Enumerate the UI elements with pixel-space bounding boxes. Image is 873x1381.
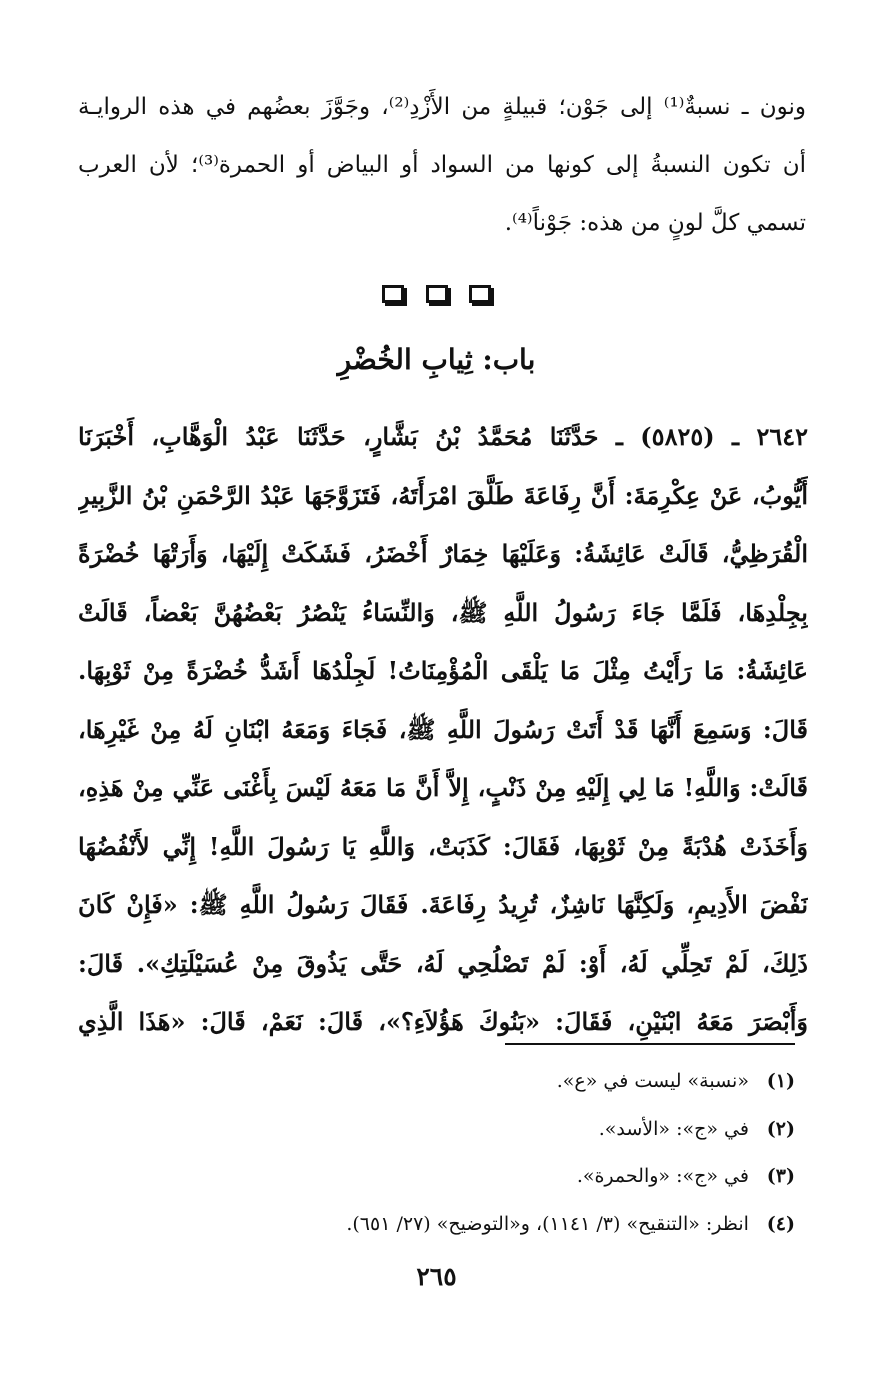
footnotes-list (75, 1058, 795, 1248)
footnote-text: في «ج»: «الأسد». (598, 1117, 749, 1140)
footnote-item (75, 1106, 795, 1154)
footnote-item (75, 1058, 795, 1106)
hadith-line: وَأَبْصَرَ مَعَهُ ابْنَيْنِ، فَقَالَ: «بَنُوكَ هَؤُلاَءِ؟»، قَالَ: نَعَمْ، قَالَ: «هَذَا الَّذِي (78, 1007, 808, 1036)
footnote-number: (١) (766, 1070, 795, 1092)
hadith-line: قَالَتْ: وَاللَّهِ! مَا لِي إِلَيْهِ مِنْ ذَنْبٍ، إِلاَّ أَنَّ مَا مَعَهُ لَيْسَ بِأَغْنَى عَنِّي مِنْ هَذِهِ، (78, 773, 808, 802)
hadith-line: نَفْضَ الأَدِيمِ، وَلَكِنَّهَا نَاشِزٌ، تُرِيدُ رِفَاعَةَ. فَقَالَ رَسُولُ اللَّهِ ﷺ: «فَإِنْ كَانَ (78, 890, 808, 919)
intro-paragraph (78, 78, 806, 252)
footnote-divider (505, 1043, 795, 1045)
page-number: ٢٦٥ (416, 1262, 457, 1291)
footnote-item (75, 1153, 795, 1201)
separator-square-icon (426, 285, 448, 303)
hadith-text (78, 408, 808, 1052)
footnote-text: «نسبة» ليست في «ع». (556, 1070, 749, 1092)
intro-line: تسمي كلَّ لونٍ من هذه: جَوْناً⁽⁴⁾. (504, 210, 806, 236)
footnote-item (75, 1201, 795, 1249)
hadith-line: ذَلِكَ، لَمْ تَحِلِّي لَهُ، أَوْ: لَمْ تَصْلُحِي لَهُ، حَتَّى يَذُوقَ مِنْ عُسَيْلَتِكِ». قَالَ: (78, 948, 808, 978)
footnote-text: انظر: «التنقيح» (٣/ ١١٤١)، و«التوضيح» (٢٧/ ٦٥١). (346, 1212, 749, 1235)
hadith-line: قَالَ: وَسَمِعَ أَنَّهَا قَدْ أَتَتْ رَسُولَ اللَّهِ ﷺ، فَجَاءَ وَمَعَهُ ابْنَانِ لَهُ مِنْ غَيْرِهَا، (78, 714, 808, 744)
hadith-line: عَائِشَةُ: مَا رَأَيْتُ مِثْلَ مَا يَلْقَى الْمُؤْمِنَاتُ! لَجِلْدُهَا أَشَدُّ خُضْرَةً مِنْ ثَوْبِهَا. (78, 656, 808, 685)
footnote-number: (٢) (766, 1117, 795, 1140)
hadith-line: الْقُرَظِيُّ، قَالَتْ عَائِشَةُ: وَعَلَيْهَا خِمَارٌ أَخْضَرُ، فَشَكَتْ إِلَيْهَا، وَأَرَتْهَا خُضْرَةً (78, 539, 808, 568)
footnote-number: (٣) (766, 1165, 795, 1187)
intro-line: ونون ـ نسبةٌ⁽¹⁾ إلى جَوْن؛ قبيلةٍ من الأَزْدِ⁽²⁾، وجَوَّزَ بعضُهم في هذه الروايـة (78, 94, 806, 120)
hadith-line: ٢٦٤٢ ـ (٥٨٢٥) ـ حَدَّثَنَا مُحَمَّدُ بْنُ بَشَّارٍ، حَدَّثَنَا عَبْدُ الْوَهَّابِ، أَخْبَرَنَا (78, 422, 808, 451)
chapter-title: باب: ثِيابِ الخُضْرِ (337, 343, 536, 376)
separator-square-icon (382, 285, 404, 303)
hadith-line: أَيُّوبُ، عَنْ عِكْرِمَةَ: أَنَّ رِفَاعَةَ طَلَّقَ امْرَأَتَهُ، فَتَزَوَّجَهَا عَبْدُ الرَّحْمَنِ بْنُ الزَّبِيرِ (78, 480, 808, 510)
intro-line: أن تكون النسبةُ إلى كونها من السواد أو البياض أو الحمرة⁽³⁾؛ لأن العرب (78, 152, 806, 178)
section-separator (0, 285, 873, 307)
hadith-line: وَأَخَذَتْ هُدْبَةً مِنْ ثَوْبِهَا، فَقَالَ: كَذَبَتْ، وَاللَّهِ يَا رَسُولَ اللَّهِ! إِنِّي لأَنْفُضُهَا (78, 831, 808, 861)
footnote-number: (٤) (766, 1212, 795, 1235)
separator-square-icon (469, 285, 491, 303)
footnote-text: في «ج»: «والحمرة». (576, 1165, 749, 1187)
hadith-line: بِجِلْدِهَا، فَلَمَّا جَاءَ رَسُولُ اللَّهِ ﷺ، وَالنِّسَاءُ يَنْصُرُ بَعْضُهُنَّ بَعْضاً، قَالَتْ (78, 597, 808, 627)
